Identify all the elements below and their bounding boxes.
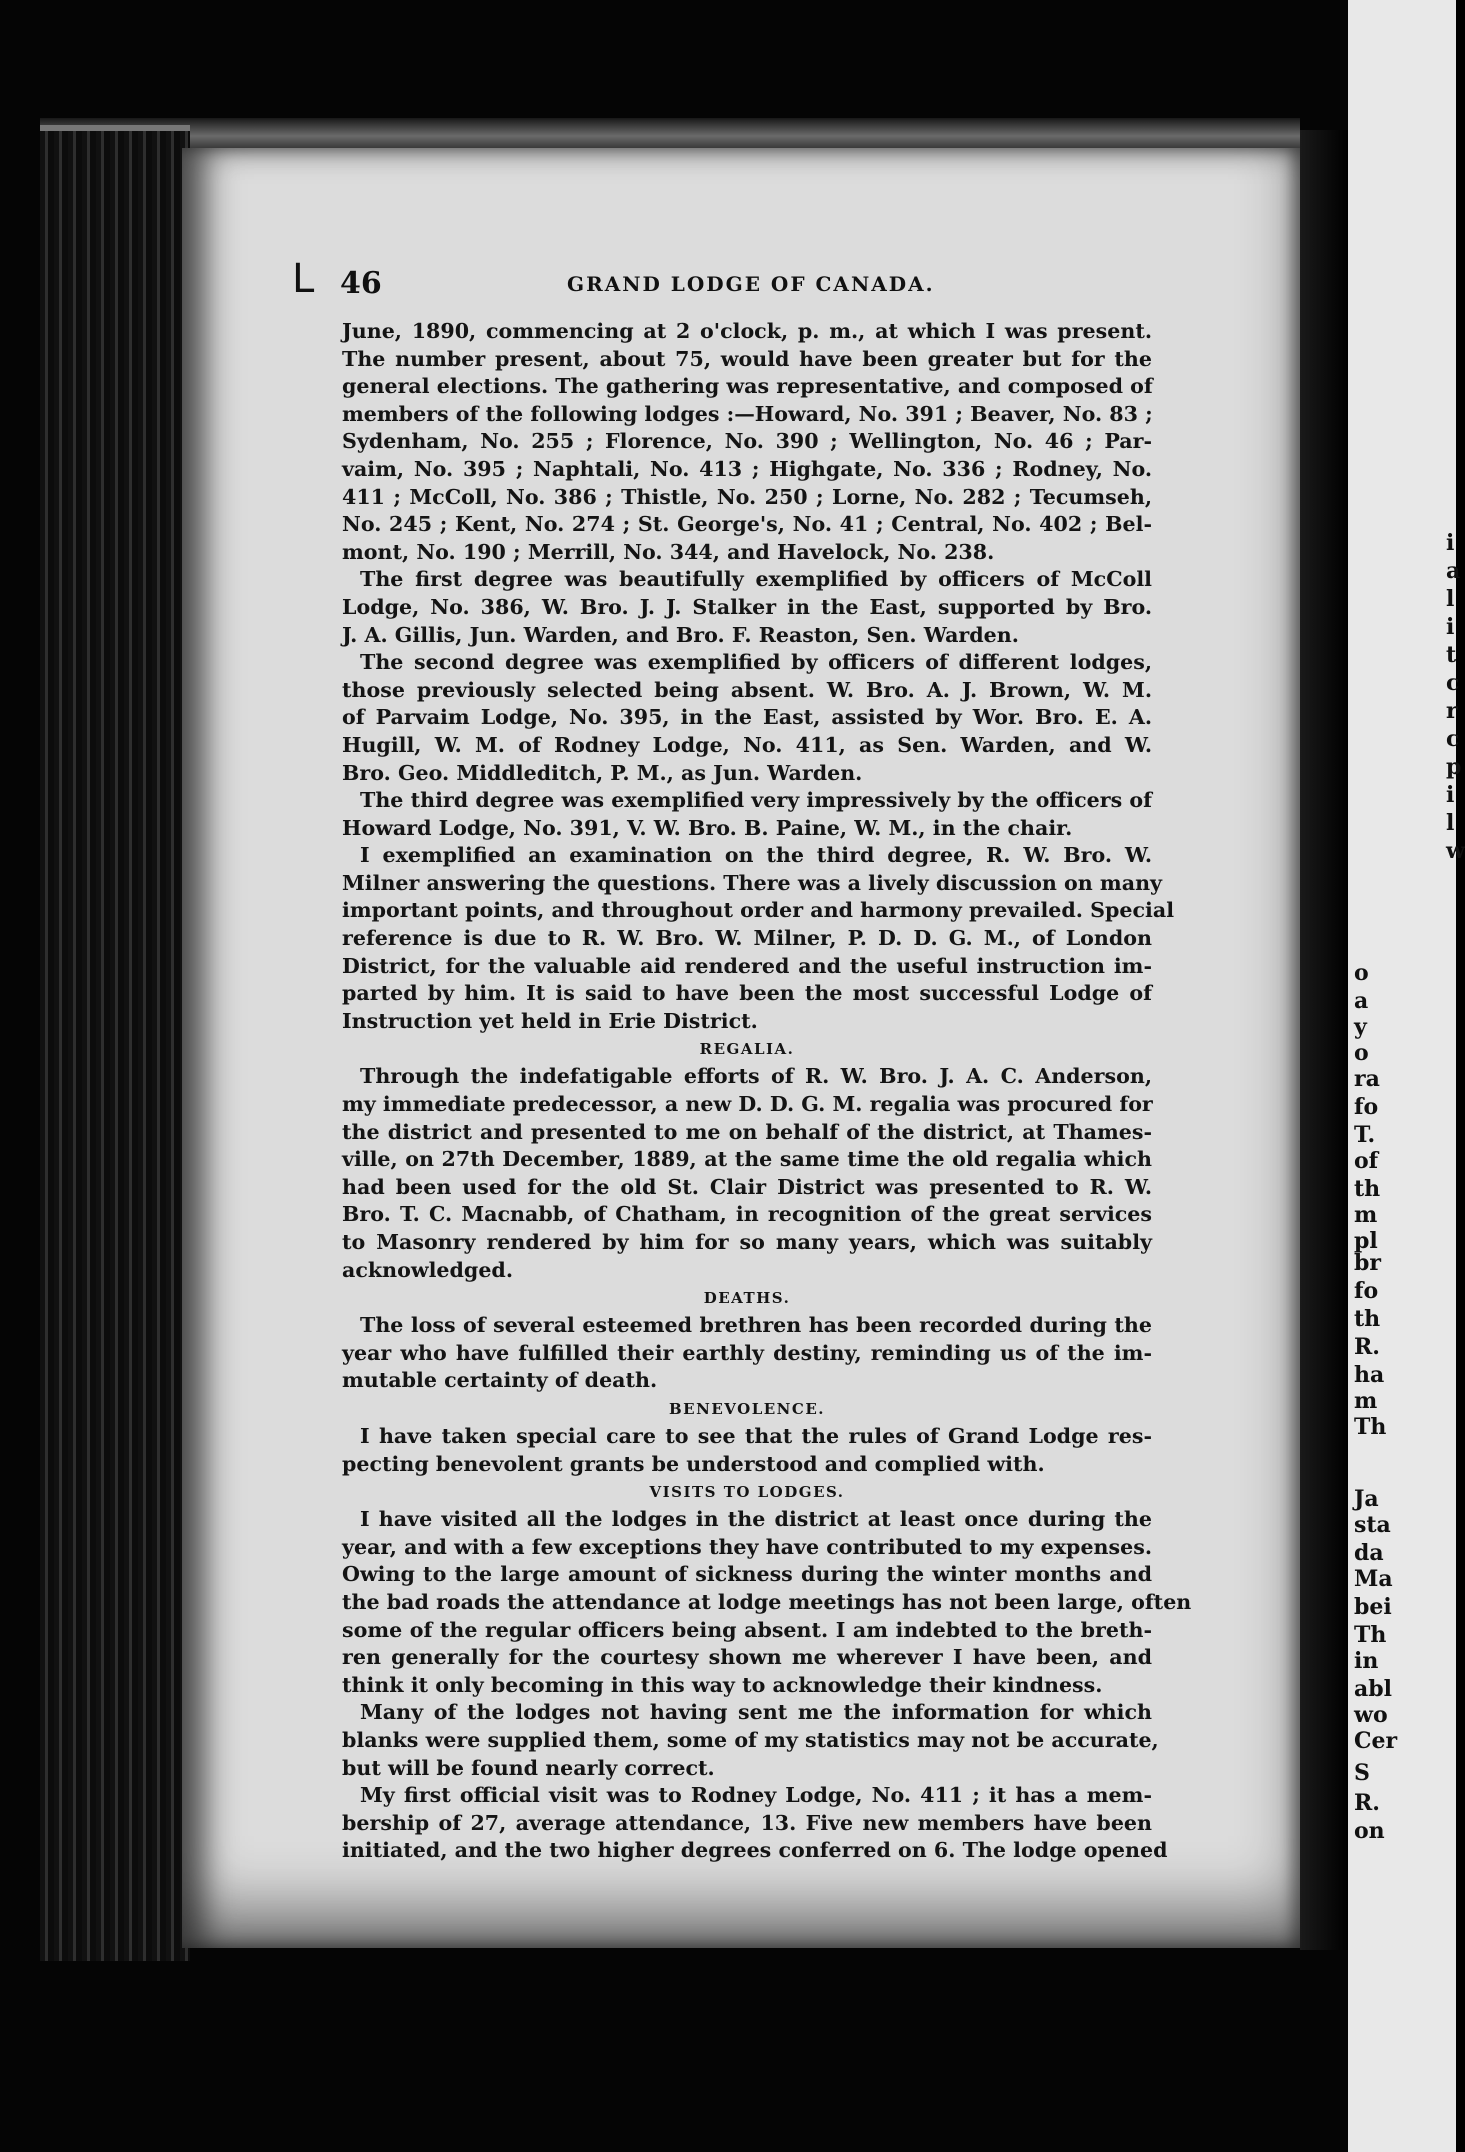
text-line: pecting benevolent grants be understood and complied with. (342, 1451, 1045, 1476)
facing-page-fragment: i (1446, 530, 1455, 556)
paragraph (342, 649, 1152, 787)
page-gutter (1300, 130, 1348, 1950)
text-line: vaim, No. 395 ; Naphtali, No. 413 ; Highgate, No. 336 ; Rodney, No. (342, 456, 1152, 481)
text-line: Through the indefatigable efforts of R. W. Bro. J. A. C. Anderson, (360, 1064, 1152, 1089)
text-line: important points, and throughout order and harmony prevailed. Special (342, 898, 1175, 923)
facing-page-fragment: Ja (1354, 1486, 1379, 1512)
text-line: parted by him. It is said to have been the most successful Lodge of (342, 981, 1152, 1006)
text-line: Bro. Geo. Middleditch, P. M., as Jun. Warden. (342, 760, 863, 785)
text-line: year who have fulfilled their earthly destiny, reminding us of the im- (342, 1340, 1152, 1365)
text-line: Instruction yet held in Erie District. (342, 1008, 758, 1033)
paragraph (342, 787, 1152, 842)
text-line: think it only becoming in this way to acknowledge their kindness. (342, 1672, 1103, 1697)
text-line: 411 ; McColl, No. 386 ; Thistle, No. 250 ; Lorne, No. 282 ; Tecumseh, (342, 484, 1152, 509)
text-line: I exemplified an examination on the third degree, R. W. Bro. W. (360, 843, 1152, 868)
facing-page-fragment: fo (1354, 1094, 1379, 1120)
text-line: The first degree was beautifully exemplified by officers of McColl (360, 567, 1152, 592)
text-line: Howard Lodge, No. 391, V. W. Bro. B. Paine, W. M., in the chair. (342, 815, 1073, 840)
section-heading: DEATHS. (703, 1289, 791, 1308)
facing-page-fragment: m (1354, 1202, 1378, 1228)
text-line: Many of the lodges not having sent me the information for which (360, 1700, 1152, 1725)
text-line: of Parvaim Lodge, No. 395, in the East, assisted by Wor. Bro. E. A. (342, 705, 1152, 730)
margin-mark: L (292, 256, 315, 302)
facing-page-edge (1348, 0, 1465, 2152)
text-line: I have visited all the lodges in the district at least once during the (360, 1507, 1152, 1532)
facing-page-fragment: S (1354, 1760, 1370, 1786)
facing-page-fragment: l (1446, 810, 1455, 836)
facing-page-fragment: br (1354, 1250, 1381, 1276)
paragraph (342, 1063, 1152, 1284)
paragraph (342, 1506, 1192, 1699)
facing-page-fragment: sta (1354, 1512, 1391, 1538)
facing-page-fragment: y (1354, 1014, 1367, 1040)
text-line: Milner answering the questions. There was a lively discussion on many (342, 870, 1163, 895)
paragraph (342, 566, 1152, 649)
facing-page-fragment: t (1446, 642, 1457, 668)
text-line: No. 245 ; Kent, No. 274 ; St. George's, No. 41 ; Central, No. 402 ; Bel- (342, 512, 1152, 537)
text-line: ren generally for the courtesy shown me wherever I have been, and (342, 1645, 1152, 1670)
text-line: year, and with a few exceptions they have contributed to my expenses. (342, 1534, 1152, 1559)
text-line: June, 1890, commencing at 2 o'clock, p. m., at which I was present. (342, 319, 1152, 343)
facing-page-fragment: R. (1354, 1790, 1380, 1816)
book-top-edge (40, 118, 1300, 148)
facing-page-fragment: Th (1354, 1622, 1387, 1648)
text-line: my immediate predecessor, a new D. D. G. M. regalia was procured for (342, 1092, 1153, 1117)
text-line: Bro. T. C. Macnabb, of Chatham, in recognition of the great services (342, 1202, 1152, 1227)
facing-page-fragment: bei (1354, 1594, 1392, 1620)
facing-page-fragment: i (1446, 782, 1455, 808)
facing-page-fragment: l (1446, 586, 1455, 612)
facing-page-fragment: i (1446, 614, 1455, 640)
text-line: had been used for the old St. Clair District was presented to R. W. (342, 1174, 1152, 1199)
body-text (342, 318, 1192, 1865)
text-line: reference is due to R. W. Bro. W. Milner, P. D. D. G. M., of London (342, 926, 1152, 951)
text-line: District, for the valuable aid rendered and the useful instruction im- (342, 953, 1152, 978)
paragraph (342, 1423, 1152, 1478)
facing-page-fragment: in (1354, 1648, 1379, 1674)
facing-page-fragment: pl (1354, 1228, 1378, 1254)
facing-page-fragment: T. (1354, 1122, 1376, 1148)
facing-page-fragment: fo (1354, 1278, 1379, 1304)
text-line: acknowledged. (342, 1257, 513, 1282)
text-line: Sydenham, No. 255 ; Florence, No. 390 ; Wellington, No. 46 ; Par- (342, 429, 1152, 454)
facing-page-fragment: wo (1354, 1702, 1388, 1728)
facing-page-fragment: of (1354, 1148, 1379, 1174)
facing-page-fragment: a (1446, 558, 1461, 584)
facing-page-fragment: ha (1354, 1362, 1385, 1388)
text-line: some of the regular officers being absent. I am indebted to the breth- (342, 1617, 1152, 1642)
section-heading: REGALIA. (699, 1040, 795, 1059)
paragraph (342, 1699, 1159, 1782)
facing-page-fragment: w (1446, 838, 1465, 864)
paragraph (342, 842, 1175, 1035)
text-line: general elections. The gathering was representative, and composed of (342, 374, 1153, 399)
facing-page-fragment: abl (1354, 1676, 1392, 1702)
facing-page-fragment: da (1354, 1540, 1384, 1566)
facing-page-fragment: Cer (1354, 1728, 1398, 1754)
text-line: The second degree was exemplified by officers of different lodges, (360, 650, 1152, 675)
facing-page-fragment: th (1354, 1176, 1381, 1202)
text-line: those previously selected being absent. W. Bro. A. J. Brown, W. M. (342, 677, 1152, 702)
text-line: mont, No. 190 ; Merrill, No. 344, and Havelock, No. 238. (342, 539, 995, 564)
page-number: 46 (340, 266, 382, 301)
text-line: I have taken special care to see that the rules of Grand Lodge res- (360, 1423, 1152, 1448)
text-line: mutable certainty of death. (342, 1368, 658, 1393)
running-head: GRAND LODGE OF CANADA. (567, 272, 935, 296)
facing-page-fragment: R. (1354, 1334, 1380, 1360)
facing-page-fragment: th (1354, 1306, 1381, 1332)
facing-page-fragment: p (1446, 754, 1462, 780)
facing-page-fragment: m (1354, 1388, 1378, 1414)
text-line: the bad roads the attendance at lodge meetings has not been large, often (342, 1589, 1192, 1614)
text-line: Owing to the large amount of sickness during the winter months and (342, 1562, 1152, 1587)
section-heading: VISITS TO LODGES. (649, 1483, 845, 1502)
section-heading: BENEVOLENCE. (669, 1399, 825, 1418)
text-line: The number present, about 75, would have been greater but for the (342, 346, 1152, 371)
text-line: to Masonry rendered by him for so many years, which was suitably (342, 1230, 1152, 1254)
text-line: Lodge, No. 386, W. Bro. J. J. Stalker in the East, supported by Bro. (342, 594, 1152, 619)
text-line: ville, on 27th December, 1889, at the same time the old regalia which (342, 1147, 1152, 1172)
facing-page-fragment: Ma (1354, 1566, 1393, 1592)
text-line: My first official visit was to Rodney Lodge, No. 411 ; it has a mem- (360, 1783, 1152, 1808)
facing-page-fragment: c (1446, 726, 1460, 752)
text-line: The third degree was exemplified very impressively by the officers of (360, 788, 1152, 813)
text-line: J. A. Gillis, Jun. Warden, and Bro. F. Reaston, Sen. Warden. (342, 622, 1019, 647)
facing-page-fragment: r (1446, 698, 1458, 724)
page-stack-edge (40, 125, 190, 1961)
text-line: blanks were supplied them, some of my statistics may not be accurate, (342, 1727, 1159, 1752)
facing-page-fragment: a (1354, 988, 1369, 1014)
paragraph (342, 318, 1152, 566)
facing-page-fragment: o (1354, 1040, 1369, 1066)
book-page (182, 148, 1300, 1948)
text-line: Hugill, W. M. of Rodney Lodge, No. 411, as Sen. Warden, and W. (342, 732, 1152, 757)
text-line: bership of 27, average attendance, 13. Five new members have been (342, 1810, 1152, 1835)
facing-page-fragment: o (1354, 960, 1369, 986)
facing-page-fragment: c (1446, 670, 1460, 696)
facing-page-fragment: Th (1354, 1414, 1387, 1440)
facing-page-fragment: ra (1354, 1066, 1380, 1092)
text-line: members of the following lodges :—Howard, No. 391 ; Beaver, No. 83 ; (342, 401, 1153, 426)
text-line: initiated, and the two higher degrees conferred on 6. The lodge opened (342, 1838, 1168, 1863)
paragraph (342, 1312, 1152, 1395)
facing-page-fragment: on (1354, 1818, 1385, 1844)
paragraph (342, 1782, 1168, 1865)
text-line: The loss of several esteemed brethren has been recorded during the (360, 1313, 1152, 1338)
text-line: but will be found nearly correct. (342, 1755, 715, 1780)
text-line: the district and presented to me on behalf of the district, at Thames- (342, 1119, 1152, 1144)
